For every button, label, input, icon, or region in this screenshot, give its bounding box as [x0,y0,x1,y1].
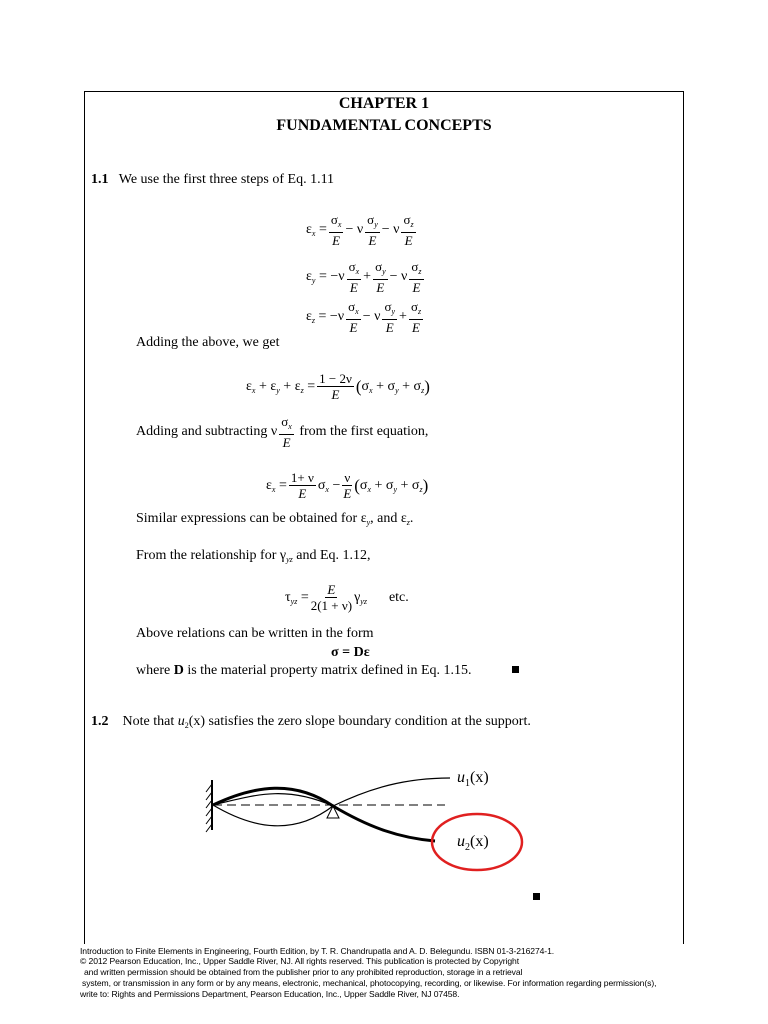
strain-equation-y: $\varepsilon_y = -\nu$ $\frac{\sigma_x}{E}$ + $\frac{\sigma_y}{E}$ − ν $\frac{\sigma_z}{E}$ [306,259,422,295]
note-text-a: Note that [122,714,178,729]
footer-line-4: system, or transmission in any form or by any means, electronic, mechanical, photocopying, recording, or likewise. For information regarding permission(s), [82,978,657,988]
where-text-d: D [173,663,184,678]
beam-diagram [195,760,535,880]
where-text-c: is the material property matrix defined in Eq. 1.15. [183,663,472,678]
footer-line-2: © 2012 Pearson Education, Inc., Upper Saddle River, NJ. All rights reserved. This publication is protected by Copyright [80,956,519,966]
etc-text: etc. [388,589,409,605]
sum-equation: $\varepsilon_x + \varepsilon_y + \varepsilon_z$ = $\frac{1 - 2\nu}{E}$ ( $\sigma_x + \sigma_y + \sigma_z$ ) [246,371,430,402]
adding-text: Adding the above, we get [136,335,280,350]
problem-number-2: 1.2 [91,714,109,729]
above-relations-text: Above relations can be written in the form [136,626,374,641]
footer-line-1: Introduction to Finite Elements in Engineering, Fourth Edition, by T. R. Chandrupatla and A. D. Belegundu. ISBN 01-3-216274-1. [80,946,555,956]
u2-curve [213,788,435,841]
strain-equation-x: $\varepsilon_x$ = $\frac{\sigma_x}{E}$ − ν $\frac{\sigma_y}{E}$ − ν $\frac{\sigma_z}{E}$ [306,212,414,248]
relationship-text: From the relationship for $\gamma_{yz}$ and Eq. 1.12, [136,548,371,564]
similar-text-c: . [409,511,414,526]
note-text-u: u [177,714,185,729]
matrix-equation: σ = Dε [331,645,370,660]
similar-expressions: Similar expressions can be obtained for $\varepsilon_y$, and $\varepsilon_z$. [136,511,414,527]
footer-line-5: write to: Rights and Permissions Department, Pearson Education, Inc., Upper Saddle River, NJ 07458. [80,989,460,999]
note-text-x: (x) [188,714,206,729]
where-text-a: where [136,663,174,678]
chapter-number: CHAPTER 1 [338,95,430,112]
u2-label: $u_2(x)$ [457,833,489,853]
lower-curve [213,805,333,826]
similar-text-a: Similar expressions can be obtained for ε [136,511,367,526]
similar-text-b: , and ε [370,511,407,526]
epsilon-x-equation: $\varepsilon_x$ = $\frac{1+ \nu}{E}$ $\sigma_x$ − $\frac{\nu}{E}$ ( $\sigma_x + \sigma_y + \sigma_z$ ) [266,470,429,501]
shear-equation: $\tau_{yz}$ = $\frac{E}{2(1 + \nu)}$ $\gamma_{yz}$ etc. [285,582,409,613]
first-equation-text: from the first equation, [299,424,429,439]
intro-text: We use the first three steps of Eq. 1.11 [118,172,335,187]
chapter-title: FUNDAMENTAL CONCEPTS [276,117,492,134]
where-text [136,663,472,679]
relationship-text-a: From the relationship for γ [136,548,287,563]
strain-equation-z: $\varepsilon_z = -\nu$ $\frac{\sigma_x}{E}$ − ν $\frac{\sigma_y}{E}$ + $\frac{\sigma_z}{E}$ [306,299,422,335]
problem-number: 1.1 [91,172,109,187]
footer-line-3: and written permission should be obtained from the publisher prior to any prohibited reproduction, storage in a retrieval [84,967,523,977]
u1-label: $u_1(x)$ [457,769,489,789]
problem-1-1-intro [91,172,334,188]
relationship-text-b: and Eq. 1.12, [292,548,371,563]
problem-1-2-text: 1.2 Note that $u_2(x)$ satisfies the zero slope boundary condition at the support. [91,714,531,730]
end-of-proof-square-2 [533,893,540,900]
end-of-proof-square-1 [512,666,519,673]
adding-subtracting-line: Adding and subtracting ν $\frac{\sigma_x}{E}$ from the first equation, [136,414,429,450]
adding-subtracting-text: Adding and subtracting [136,424,268,439]
note-text-d: satisfies the zero slope boundary condition at the support. [205,714,531,729]
